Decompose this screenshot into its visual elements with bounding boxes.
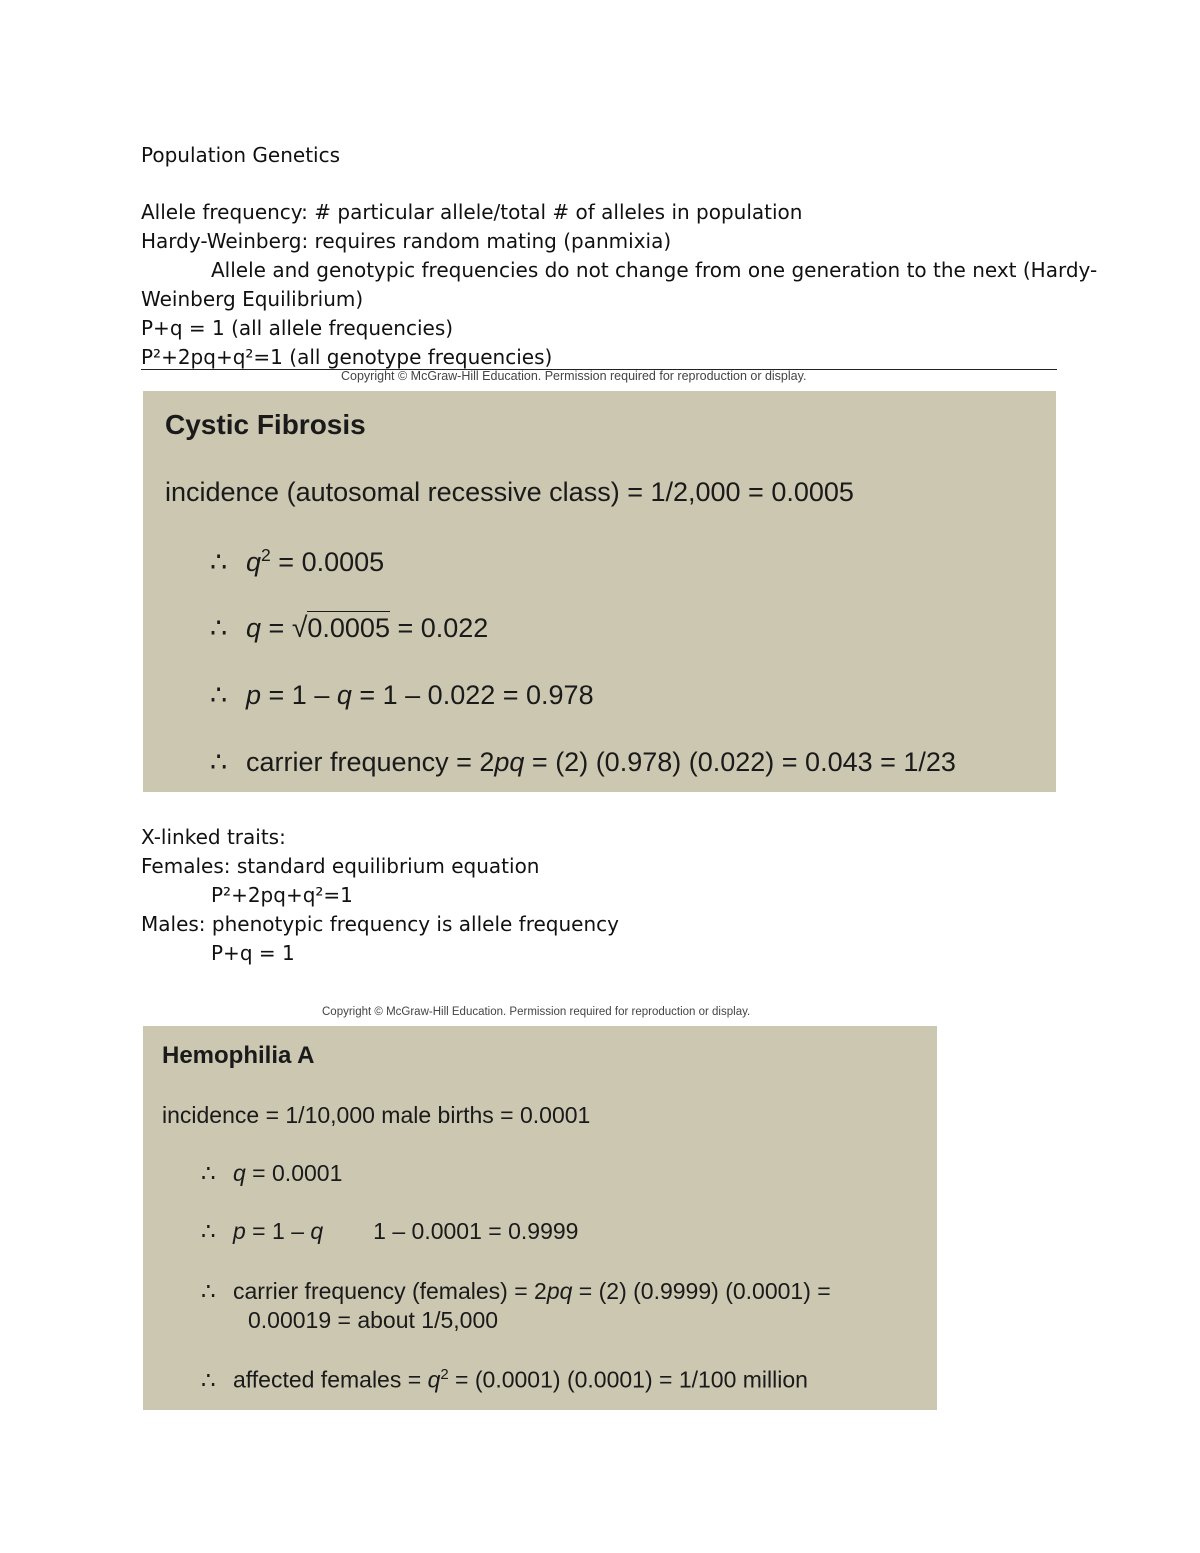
hardy-weinberg-definition: Hardy-Weinberg: requires random mating (panmixia)	[141, 229, 672, 253]
p-eq-mid: = 1 –	[245, 1218, 311, 1244]
males-equation: P+q = 1	[211, 941, 295, 965]
allele-equation: P+q = 1 (all allele frequencies)	[141, 316, 454, 340]
p-result: = 1 – 0.022 = 0.978	[351, 680, 594, 710]
affected-prefix: affected females =	[233, 1366, 428, 1393]
copyright-notice-cf: Copyright © McGraw-Hill Education. Permission required for reproduction or display.	[341, 369, 807, 383]
cystic-fibrosis-panel	[143, 391, 1056, 792]
carrier-result: = (2) (0.978) (0.022) = 0.043 = 1/23	[524, 747, 956, 777]
q-variable: q	[246, 613, 262, 643]
q-value: = 0.0001	[245, 1160, 343, 1186]
allele-frequency-definition: Allele frequency: # particular allele/total # of alleles in population	[141, 200, 803, 224]
equilibrium-line-2: Weinberg Equilibrium)	[141, 287, 364, 311]
affected-result: = (0.0001) (0.0001) = 1/100 million	[448, 1366, 808, 1393]
cf-q-line	[210, 612, 488, 645]
hem-carrier-line	[201, 1278, 831, 1305]
cf-carrier-line	[210, 747, 956, 778]
exponent: 2	[261, 545, 271, 565]
genotype-equation: P²+2pq+q²=1 (all genotype frequencies)	[141, 345, 553, 369]
therefore-symbol: ∴	[210, 613, 228, 643]
pq-term: pq	[546, 1278, 573, 1304]
hem-p-line	[201, 1218, 578, 1245]
cf-panel-title: Cystic Fibrosis	[165, 409, 366, 440]
carrier-prefix: carrier frequency = 2	[246, 747, 495, 777]
carrier-result: = (2) (0.9999) (0.0001) =	[572, 1278, 831, 1304]
males-line: Males: phenotypic frequency is allele frequency	[141, 912, 619, 936]
cf-p-line	[210, 680, 594, 711]
hem-q-line	[201, 1160, 342, 1187]
therefore-symbol: ∴	[210, 747, 228, 777]
copyright-notice-hem: Copyright © McGraw-Hill Education. Permission required for reproduction or display.	[322, 1006, 751, 1018]
cf-incidence: incidence (autosomal recessive class) = 1/2,000 = 0.0005	[165, 477, 854, 507]
equilibrium-line-1: Allele and genotypic frequencies do not change from one generation to the next (Hardy-	[211, 258, 1098, 282]
hem-carrier-line-2: 0.00019 = about 1/5,000	[248, 1307, 499, 1333]
q-variable: q	[233, 1160, 246, 1186]
q-result: = 0.022	[389, 613, 489, 643]
x-linked-heading: X-linked traits:	[141, 825, 286, 849]
pq-term: pq	[494, 747, 525, 777]
therefore-symbol: ∴	[201, 1160, 216, 1186]
hem-panel-title: Hemophilia A	[162, 1042, 315, 1069]
hemophilia-panel	[143, 1026, 937, 1410]
females-equation: P²+2pq+q²=1	[211, 883, 353, 907]
exponent: 2	[440, 1366, 449, 1383]
females-line: Females: standard equilibrium equation	[141, 854, 540, 878]
q-variable: q	[310, 1218, 324, 1244]
p-eq-mid: = 1 –	[261, 680, 337, 710]
notes-top-section	[141, 141, 1098, 372]
sqrt-argument: 0.0005	[307, 613, 390, 643]
therefore-symbol: ∴	[210, 547, 228, 577]
notes-x-linked-section	[141, 823, 619, 968]
equals: =	[261, 613, 292, 643]
therefore-symbol: ∴	[201, 1366, 216, 1393]
hem-affected-line	[201, 1366, 808, 1394]
carrier-prefix: carrier frequency (females) = 2	[233, 1278, 547, 1304]
hem-incidence: incidence = 1/10,000 male births = 0.0001	[162, 1102, 591, 1128]
p-variable: p	[246, 680, 262, 710]
q-variable: q	[336, 680, 352, 710]
p-result: 1 – 0.0001 = 0.9999	[373, 1218, 579, 1244]
page-title: Population Genetics	[141, 143, 341, 167]
therefore-symbol: ∴	[201, 1278, 216, 1304]
q-variable: q	[427, 1366, 441, 1393]
p-variable: p	[233, 1218, 246, 1244]
q-squared-value: = 0.0005	[270, 547, 385, 577]
therefore-symbol: ∴	[210, 680, 228, 710]
cf-q-squared-line	[210, 545, 384, 578]
therefore-symbol: ∴	[201, 1218, 216, 1244]
square-root-icon: √	[291, 612, 308, 644]
q-variable: q	[246, 547, 262, 577]
